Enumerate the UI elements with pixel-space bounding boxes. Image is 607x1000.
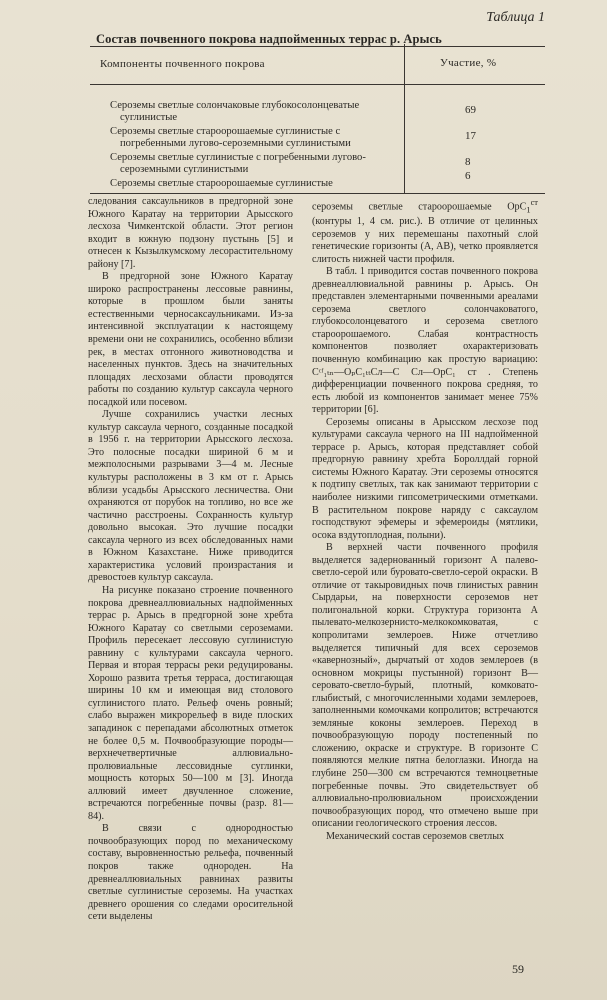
table-row-4-value: 6 — [465, 170, 471, 182]
right-p1-after: (контуры 1, 4 см. рис.). В отличие от целинных сероземов у них перемешаны пахотный слой генетические горизонты (A, AB), четко проявляется слитость нижней части профиля. — [312, 215, 538, 265]
right-paragraph-2 — [312, 266, 538, 417]
table-header-share: Участие, % — [440, 57, 497, 69]
left-paragraph-4: На рисунке показано строение почвенного покрова древнеаллювиальных надпойменных террас р. Арысь в предгорной зоне хребта Южного Каратау со светлыми сероземами. Профиль пересекает лессовую суглинистую равнину с культурами саксаула черного. Первая и вторая террасы реки редуцированы. Хорошо развита третья терраса, достигающая ширины 10 км и имеющая вид столового суглинистого плато. Рельеф очень ровный; слабо выражен микрорельеф в виде плоских западинок с перепадами абсолютных отметок не более 0,5 м. Почвообразующие породы—верхнечетвертичные аллювиально-пролювиальные лессовидные суглинки, мощность которых 50—100 м [3]. Иногда аллювий имеет двучленное сложение, встречаются погребенные почвы (разр. 81—84). — [88, 584, 293, 822]
table-title: Состав почвенного покрова надпойменных террас р. Арысь — [96, 32, 442, 46]
right-p2-before: В табл. 1 приводится состав почвенного покрова древнеаллювиальной равнины р. Арысь. Он представлен элементарными почвенными ареалами серозема светлого солончаковатого, глубокосолонцеватого и серозема светлого староорошаемого. Слабая контрастность компонентов позволяет охарактеризовать почвенную комбинацию как простую вариацию: C — [312, 266, 538, 378]
right-p1-sup: ст — [530, 197, 538, 207]
left-paragraph-5: В связи с однородностью почвообразующих пород по механическому составу, выровненностью рельефа, почвенный покров также однороден. На древнеаллювиальных равнинах развиты светлые суглинистые сероземы. На участках древнего орошения со следами оросительной сети выделены — [88, 823, 293, 923]
table-row-3-value: 8 — [465, 156, 471, 168]
right-p1-sub: 1 — [526, 204, 531, 215]
right-paragraph-4: В верхней части почвенного профиля выделяется задернованный горизонт A палево-светло-серой или буровато-светло-серой окраски. В отличие от такыровидных почв глинистых равнин Сырдарьи, на поверхности сероземов нет полигональной корки. Структура горизонта A пылевато-мелкозернисто-мелкокомковатая, с копролитами землероев. Ниже отчетливо выделяется типичный для всех сероземов «кавернозный», дырчатый от ходов землероев (в основном мокрицы пустынной) горизонт B—серовато-светло-бурый, плотный, комковато-глыбистый, с многочисленными ходами землероев, заполненными комочками копролитов; встречаются земляные коконы землероев. Переход в почвообразующую породу постепенный по сложению, окраске и структуре. В горизонте C появляются мелкие пятна белоглазки. Иногда на глубине 250—300 см встречаются темноцветные погребенные почвы. Это свидетельствует об аллювиально-пролювиальном происхождении почвообразующих пород, что отмечено выше при описании геологического строения лессов. — [312, 542, 538, 830]
left-paragraph-2: В предгорной зоне Южного Каратау широко распространены лессовые равнины, которые в прошлом были заняты естественными черносаксаульниками. Из-за интенсивной эксплуатации к настоящему времени они не сохранились, особенно вблизи рек, в местах отгонного животноводства и населенных пунктов. Здесь на значительных площадях лесхозами области проводятся работы по созданию культур саксаула черного посадкой или посевом. — [88, 271, 293, 408]
table-label: Таблица 1 — [486, 10, 545, 25]
table-row-4-text: Сероземы светлые староорошаемые суглинистые — [110, 178, 333, 189]
right-column — [312, 196, 538, 843]
table-row-3-text: Сероземы светлые суглинистые с погребенными лугово-сероземными суглинистыми — [110, 152, 366, 175]
right-paragraph-5: Механический состав сероземов светлых — [326, 830, 505, 842]
table-header-components: Компоненты почвенного покрова — [100, 58, 265, 70]
right-p1-before: сероземы светлые староорошаемые OpC — [312, 201, 527, 213]
right-p2-after: Степень дифференциации почвенного покрова средняя, то есть любой из компонентов занимает менее 75% территории [6]. — [312, 366, 538, 416]
table-top-rule — [90, 46, 545, 47]
page-number: 59 — [512, 962, 524, 976]
left-paragraph-1: следования саксаульников в предгорной зоне Южного Каратау на территории Арысского лесхоза Чимкентской области. Этот регион входит в южную подзону пустынь [5] и отнесен к Кызылкумскому лесорастительному району [7]. — [88, 196, 293, 270]
table-bottom-rule — [90, 193, 545, 194]
left-paragraph-3: Лучше сохранились участки лесных культур саксаула черного, созданные посадкой в 1956 г. на территории Арысского лесхоза. Это полосные посадки шириной 6 м и межполосными разрывами 3—4 м. Лесные культуры расположены в 3 км от г. Арысь вблизи усадьбы Арысского лесничества. Они охраняются от порубок на топливо, но все же частично расстроены. Сохранность культур довольно высокая. Это лучшие посадки саксаула черного из всех обследованных нами в Южном Казахстане. Ниже приводится характеристика условий произрастания и древостоев культур саксаула. — [88, 409, 293, 584]
table-row-1-text: Сероземы светлые солончаковые глубокосолонцеватые суглинистые — [110, 100, 360, 123]
table-row-2-text: Сероземы светлые староорошаемые суглинистые с погребенными лугово-сероземными суглинистыми — [110, 126, 351, 149]
table-header-rule — [90, 84, 545, 85]
right-paragraph-1 — [312, 196, 538, 266]
table-row-2-value: 17 — [465, 130, 476, 142]
body-columns — [0, 196, 607, 1000]
right-p2-formula: ᶜᶠ₁ₜₙ—OₚC₁ₜₜCл—C Cл—OpC₁ ст . — [318, 366, 491, 378]
table-row-1-value: 69 — [465, 104, 476, 116]
left-column — [88, 196, 293, 924]
right-paragraph-3: Сероземы описаны в Арысском лесхозе под культурами саксаула черного на III надпойменной террасе р. Арысь, которая представляет собой предгорную равнину хребта Бороллдай горной системы Южного Каратау. Эти сероземы относятся к подтипу светлых, так как занимают территории с наиболее низкими гипсометрическими отметками. В растительном покрове наряду с саксаулом господствуют эфемеры и эфемероиды (мятлики, осока вздутоплодная, полыни). — [312, 416, 538, 541]
